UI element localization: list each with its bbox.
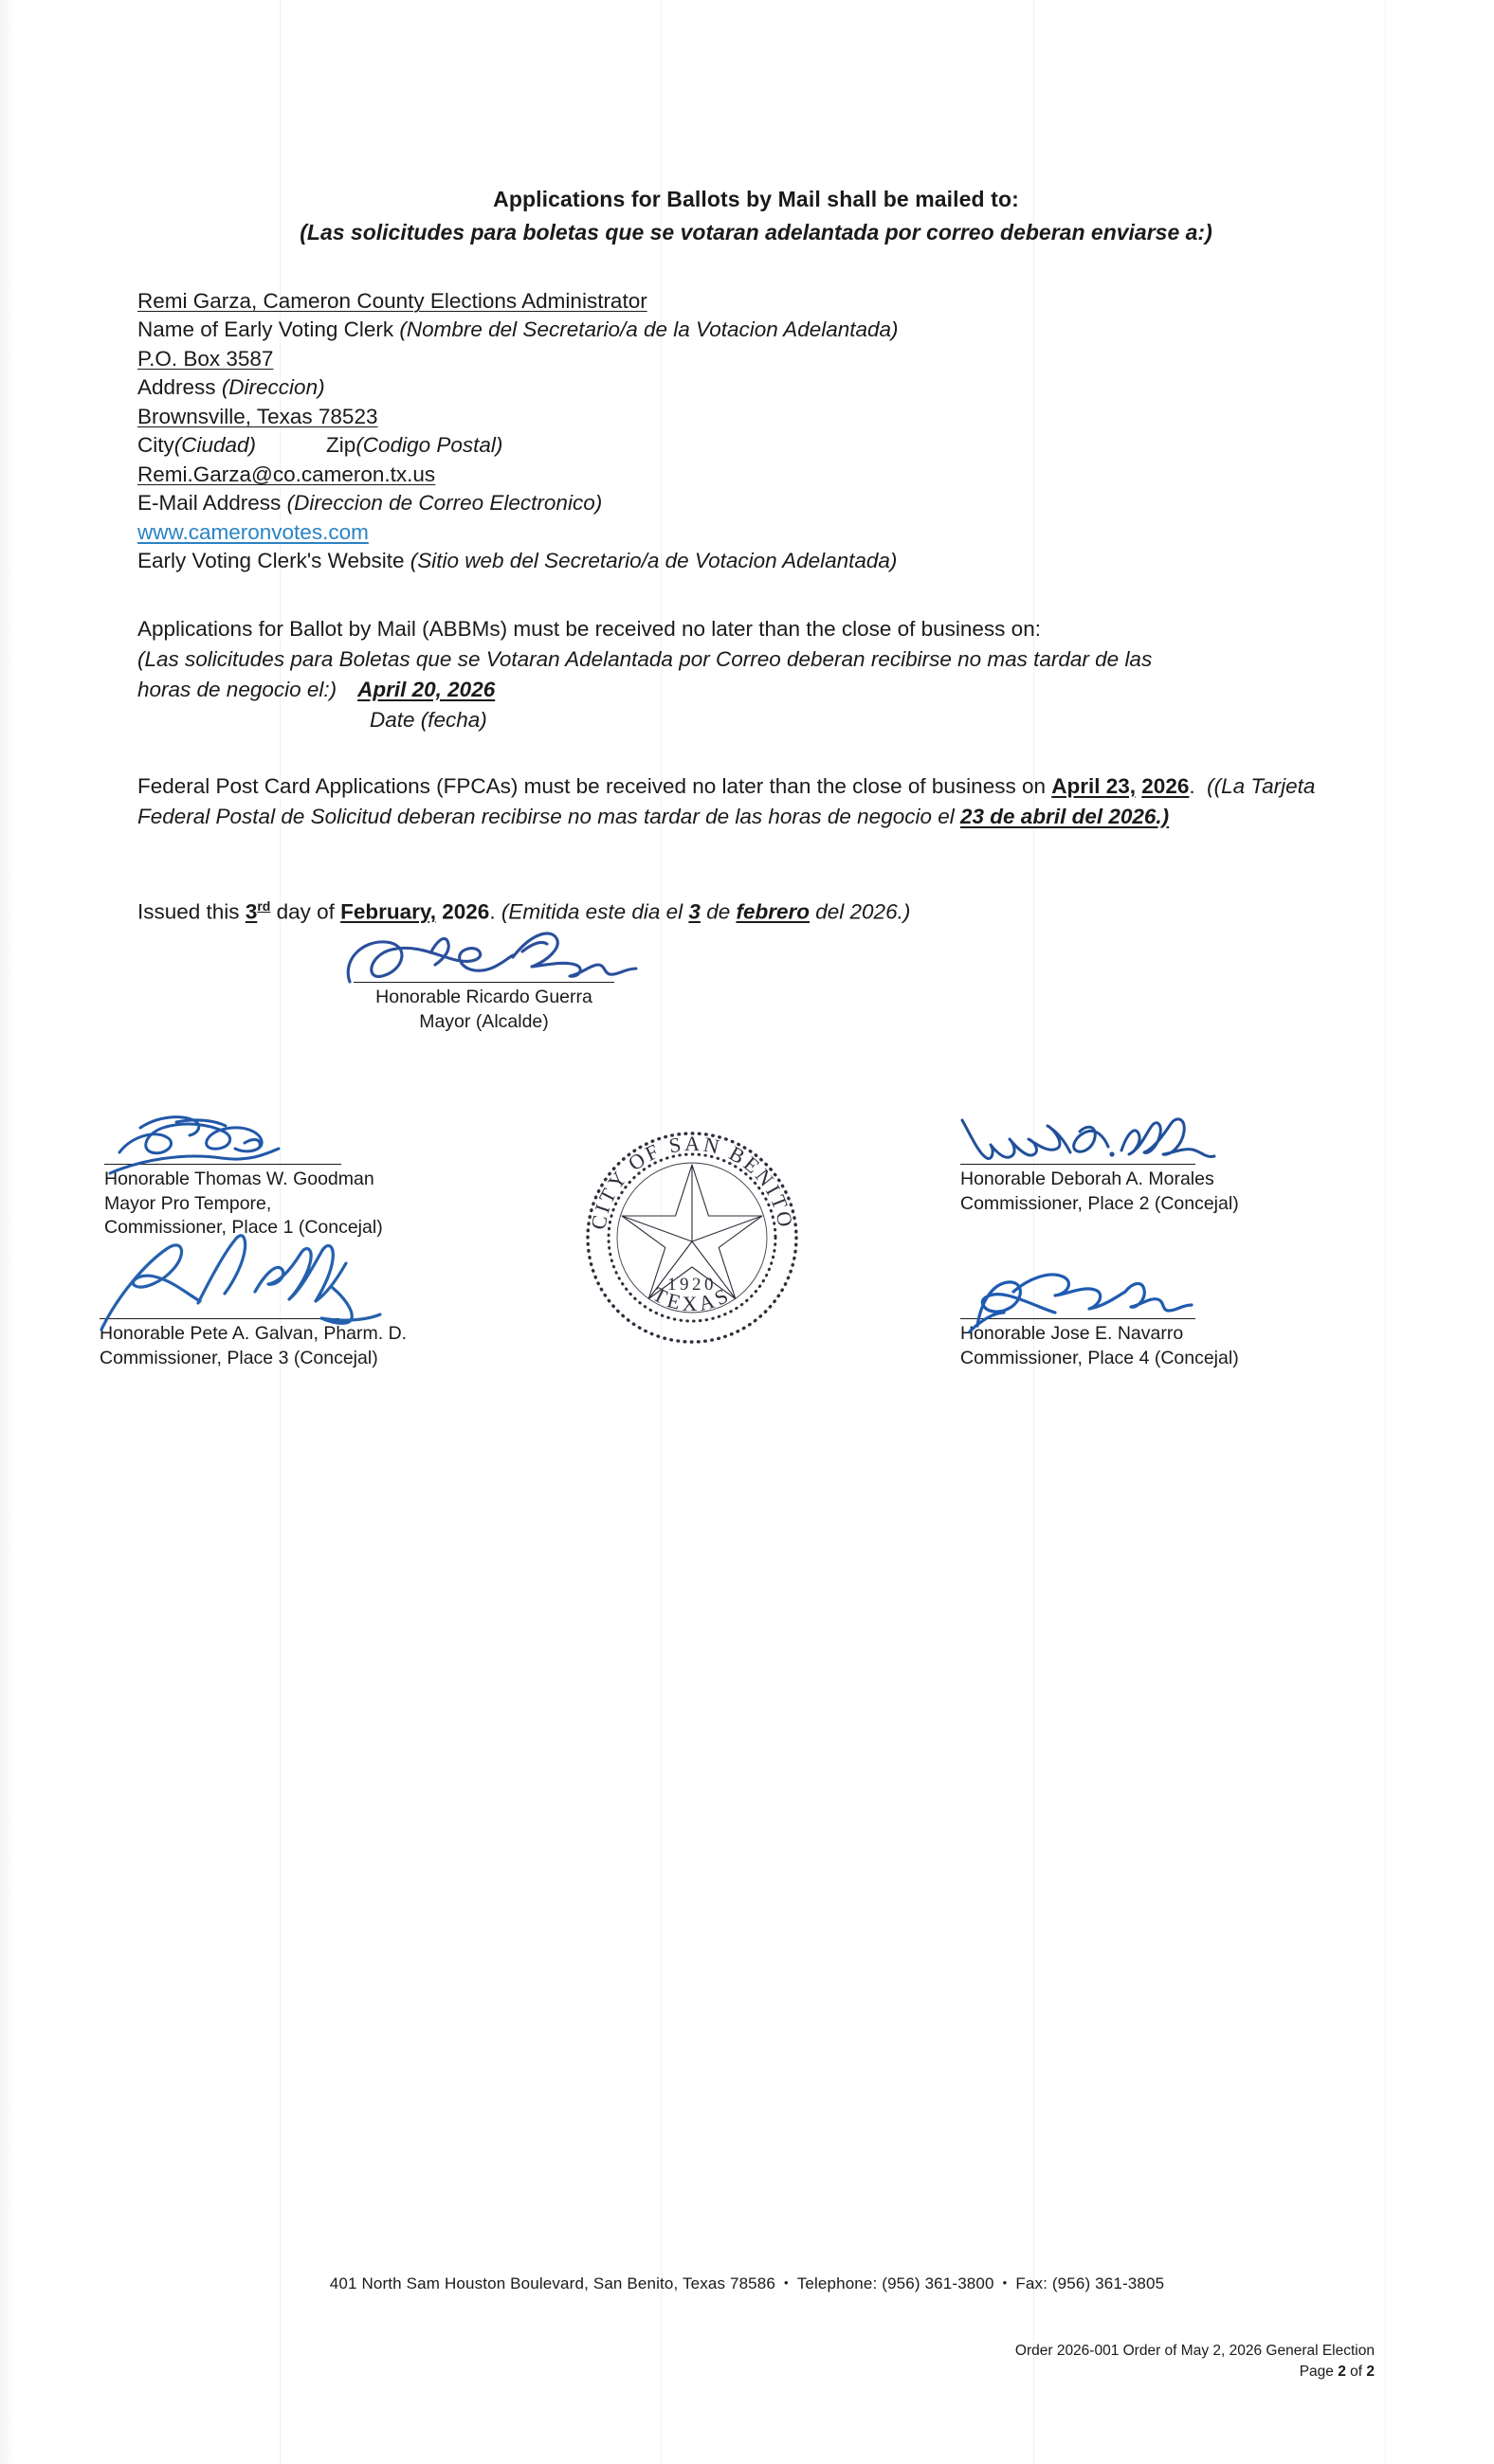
footer-bullet-2: • bbox=[1002, 2275, 1008, 2290]
signer-name-mayor: Honorable Ricardo Guerra bbox=[375, 987, 592, 1008]
abbm-date-caption: Date (fecha) bbox=[370, 707, 487, 732]
signer-name-place4: Honorable Jose E. Navarro bbox=[960, 1323, 1184, 1345]
document-content bbox=[100, 0, 1375, 1513]
clerk-email-label-en: E-Mail Address bbox=[137, 491, 282, 516]
clerk-address-row bbox=[137, 345, 1375, 374]
clerk-website-label-es: (Sitio web del Secretario/a de Votacion Adelantada) bbox=[410, 549, 898, 573]
fpca-paragraph bbox=[137, 771, 1375, 832]
page-title-block bbox=[137, 0, 1375, 247]
signer-role-place3: Commissioner, Place 3 (Concejal) bbox=[100, 1347, 378, 1368]
clerk-zip-label-es: (Codigo Postal) bbox=[355, 433, 503, 458]
svg-text:TEXAS: TEXAS bbox=[648, 1282, 736, 1316]
page-prefix: Page bbox=[1299, 2364, 1339, 2380]
clerk-email-label-es: (Direccion de Correo Electronico) bbox=[286, 491, 603, 516]
clerk-address-label-es: (Direccion) bbox=[221, 375, 325, 400]
early-voting-clerk-block bbox=[137, 287, 1375, 576]
signature-block-mayor bbox=[354, 982, 614, 1034]
abbm-line-spanish-1: (Las solicitudes para Boletas que se Votaran Adelantada por Correo deberan recibirse no mas tardar de las bbox=[137, 646, 1153, 671]
fpca-text-english: Federal Post Card Applications (FPCAs) must be received no later than the close of business on bbox=[137, 773, 1052, 798]
clerk-city-row bbox=[137, 403, 1375, 432]
clerk-email-label-row bbox=[137, 489, 1375, 518]
fpca-deadline-date-spanish: 23 de abril del 2026.) bbox=[960, 804, 1170, 828]
clerk-website-link[interactable]: www.cameronvotes.com bbox=[137, 519, 369, 544]
footer-bullet-1: • bbox=[784, 2275, 789, 2290]
clerk-website-row[interactable] bbox=[137, 518, 1375, 548]
scan-artifact-line bbox=[1385, 0, 1386, 2464]
footer-contact-line bbox=[0, 2274, 1494, 2293]
city-seal bbox=[574, 1119, 811, 1356]
signer-role-place2: Commissioner, Place 2 (Concejal) bbox=[960, 1192, 1239, 1214]
issued-mid: day of bbox=[270, 899, 341, 924]
abbm-deadline-row bbox=[137, 675, 1375, 705]
issued-day: 3 bbox=[245, 899, 258, 924]
page-of: of bbox=[1345, 2364, 1367, 2380]
signature-block-place2 bbox=[960, 1164, 1239, 1216]
clerk-website-label-row bbox=[137, 547, 1375, 576]
clerk-city-label-es: (Ciudad) bbox=[173, 433, 257, 458]
abbm-line-spanish-2: horas de negocio el:) bbox=[137, 677, 337, 701]
order-reference-line: Order 2026-001 Order of May 2, 2026 General Election bbox=[1014, 2343, 1375, 2359]
clerk-city-value: Brownsville, Texas 78523 bbox=[137, 404, 378, 428]
fpca-text-spanish: ((La Tarjeta Federal Postal de Solicitud deberan recibirse no mas tardar de las horas de negocio el bbox=[137, 773, 1316, 828]
page-current: 2 bbox=[1338, 2364, 1346, 2380]
clerk-name-row bbox=[137, 287, 1375, 317]
signature-block-place1 bbox=[104, 1164, 383, 1241]
clerk-name-label-row bbox=[137, 316, 1375, 345]
order-reference-block bbox=[1015, 2341, 1375, 2382]
issued-month: February, bbox=[340, 899, 436, 924]
clerk-website-label-en: Early Voting Clerk's Website bbox=[137, 549, 405, 573]
issued-year: 2026 bbox=[436, 899, 490, 924]
fpca-deadline-date-part1: April 23, bbox=[1051, 773, 1137, 798]
clerk-address-value: P.O. Box 3587 bbox=[137, 346, 274, 371]
clerk-address-label-row bbox=[137, 373, 1375, 403]
abbm-line-english: Applications for Ballot by Mail (ABBMs) must be received no later than the close of business on: bbox=[137, 616, 1041, 641]
clerk-address-label-en: Address bbox=[137, 375, 216, 400]
signer-role-place1-b: Commissioner, Place 1 (Concejal) bbox=[104, 1217, 383, 1239]
page-title-english: Applications for Ballots by Mail shall be mailed to: bbox=[493, 187, 1019, 211]
signature-block-place4 bbox=[960, 1318, 1239, 1370]
seal-year: 1920 bbox=[667, 1275, 717, 1295]
signer-role-mayor: Mayor (Alcalde) bbox=[419, 1010, 549, 1032]
signer-role-place1-a: Mayor Pro Tempore, bbox=[104, 1192, 272, 1214]
issued-spanish-suffix: del 2026.) bbox=[810, 899, 911, 924]
issued-spanish-prefix: (Emitida este dia el bbox=[501, 899, 689, 924]
signature-area bbox=[100, 982, 1375, 1513]
issued-period: . bbox=[489, 899, 501, 924]
clerk-zip-label-en: Zip bbox=[326, 433, 356, 458]
clerk-city-label-en: City bbox=[137, 433, 174, 458]
issued-spanish-de: de bbox=[700, 899, 737, 924]
clerk-email-row bbox=[137, 461, 1375, 490]
clerk-name-value: Remi Garza, Cameron County Elections Administrator bbox=[137, 288, 647, 313]
fpca-deadline-date-part2: 2026 bbox=[1141, 773, 1190, 798]
footer-telephone: Telephone: (956) 361-3800 bbox=[796, 2274, 994, 2292]
issued-spanish-month: febrero bbox=[736, 899, 810, 924]
fpca-text-spanish-inner: (La Tarjeta Federal Postal de Solicitud deberan recibirse no mas tardar de las horas de negocio el bbox=[137, 773, 1316, 828]
signer-name-place1: Honorable Thomas W. Goodman bbox=[104, 1169, 374, 1190]
clerk-city-label-row bbox=[137, 431, 1375, 461]
fpca-period: . bbox=[1189, 773, 1195, 798]
issued-line bbox=[137, 891, 1375, 928]
clerk-name-label-es: (Nombre del Secretario/a de la Votacion Adelantada) bbox=[399, 317, 899, 342]
clerk-name-label-en: Name of Early Voting Clerk bbox=[137, 317, 394, 342]
footer-fax: Fax: (956) 361-3805 bbox=[1015, 2274, 1165, 2292]
abbm-deadline-date: April 20, 2026 bbox=[357, 677, 496, 701]
page-total: 2 bbox=[1366, 2364, 1375, 2380]
page-number-line bbox=[1015, 2362, 1375, 2382]
issued-ordinal: rd bbox=[257, 897, 271, 914]
signature-block-place3 bbox=[100, 1318, 408, 1370]
signer-name-place2: Honorable Deborah A. Morales bbox=[960, 1169, 1214, 1190]
scan-edge-shading bbox=[0, 0, 15, 2464]
clerk-email-value: Remi.Garza@co.cameron.tx.us bbox=[137, 462, 436, 486]
page-footer bbox=[0, 2274, 1494, 2293]
abbm-paragraph bbox=[137, 614, 1375, 735]
issued-prefix: Issued this bbox=[137, 899, 246, 924]
svg-text:CITY OF SAN BENITO: CITY OF SAN BENITO bbox=[586, 1132, 798, 1232]
issued-spanish-day: 3 bbox=[688, 899, 701, 924]
page-title-spanish: (Las solicitudes para boletas que se votaran adelantada por correo deberan enviarse a:) bbox=[300, 220, 1212, 245]
signer-role-place4: Commissioner, Place 4 (Concejal) bbox=[960, 1347, 1239, 1368]
signer-name-place3: Honorable Pete A. Galvan, Pharm. D. bbox=[100, 1323, 408, 1345]
footer-address: 401 North Sam Houston Boulevard, San Benito, Texas 78586 bbox=[329, 2274, 775, 2292]
